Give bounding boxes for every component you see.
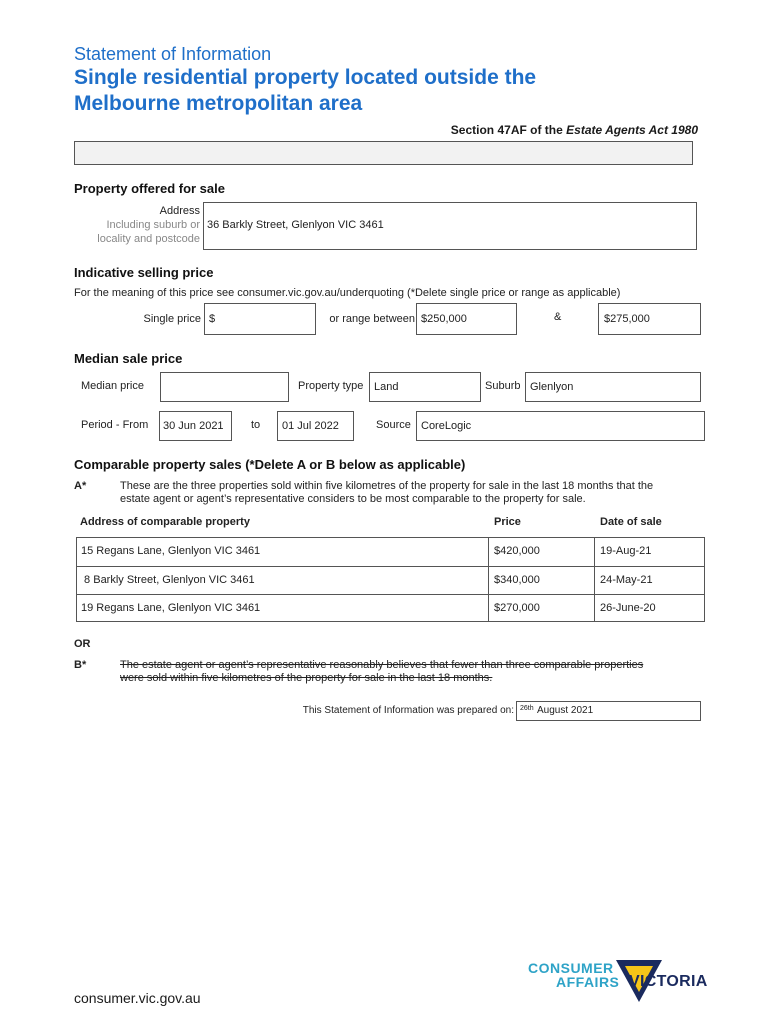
section-act: Estate Agents Act 1980 <box>566 123 698 137</box>
single-price-value: $ <box>209 313 216 325</box>
range-high-field[interactable] <box>598 303 701 335</box>
property-heading: Property offered for sale <box>74 181 225 196</box>
column-header-address: Address of comparable property <box>80 516 250 528</box>
suburb-label: Suburb <box>485 380 521 392</box>
suburb-value: Glenlyon <box>530 381 574 393</box>
address-label: Address <box>159 205 200 217</box>
consumer-affairs-logo[interactable] <box>528 958 708 1004</box>
prepared-month-year: August 2021 <box>537 705 594 716</box>
source-field[interactable] <box>416 411 705 441</box>
table-row[interactable] <box>77 566 704 595</box>
range-low-field[interactable] <box>416 303 517 335</box>
option-b-text-1: The estate agent or agent’s representative reasonably believes that fewer than three comparable properties <box>120 659 644 671</box>
source-label: Source <box>376 419 411 431</box>
document-type: Statement of Information <box>74 44 272 64</box>
prepared-day: 26th <box>520 705 534 712</box>
range-label: or range between <box>329 313 415 325</box>
page-title-line1: Single residential property located outside the <box>74 66 537 89</box>
property-type-label: Property type <box>298 380 364 392</box>
period-to-field[interactable] <box>277 411 354 441</box>
row-price: $340,000 <box>494 574 540 586</box>
single-price-field[interactable] <box>204 303 316 335</box>
prepared-on-label: This Statement of Information was prepared on: <box>302 705 514 716</box>
row-address: 15 Regans Lane, Glenlyon VIC 3461 <box>81 545 261 557</box>
table-divider <box>594 538 595 622</box>
period-from-label: Period - From <box>81 419 149 431</box>
address-field[interactable] <box>203 202 697 250</box>
row-date: 26-June-20 <box>600 602 656 614</box>
source-value: CoreLogic <box>421 420 472 432</box>
footer-url[interactable]: consumer.vic.gov.au <box>74 990 201 1006</box>
table-divider <box>488 538 489 622</box>
median-heading: Median sale price <box>74 351 183 366</box>
option-a-text-1: These are the three properties sold within five kilometres of the property for sale in the last 18 months that the <box>120 480 654 492</box>
option-a-text-2: estate agent or agent’s representative considers to be most comparable to the property for sale. <box>120 493 586 505</box>
page-title-line2: Melbourne metropolitan area <box>74 92 363 115</box>
period-to-label: to <box>251 419 261 431</box>
or-label: OR <box>74 638 91 650</box>
table-row[interactable] <box>77 594 704 622</box>
row-address: 8 Barkly Street, Glenlyon VIC 3461 <box>81 574 255 586</box>
option-b-marker: B* <box>74 659 87 671</box>
range-ampersand: & <box>554 311 562 323</box>
median-price-label: Median price <box>81 380 144 392</box>
row-date: 19-Aug-21 <box>600 545 652 557</box>
property-type-value: Land <box>374 381 399 393</box>
median-price-field[interactable] <box>160 372 289 402</box>
address-value: 36 Barkly Street, Glenlyon VIC 3461 <box>207 219 384 231</box>
row-price: $420,000 <box>494 545 540 557</box>
logo-text-consumer: CONSUMER <box>528 960 614 976</box>
indicative-heading: Indicative selling price <box>74 265 214 280</box>
address-sublabel-1: Including suburb or <box>106 219 200 231</box>
column-header-price: Price <box>494 516 521 528</box>
address-sublabel-2: locality and postcode <box>97 233 200 245</box>
logo-text-affairs: AFFAIRS <box>556 974 620 990</box>
period-from-field[interactable] <box>159 411 232 441</box>
period-from-value: 30 Jun 2021 <box>163 420 224 432</box>
table-row[interactable] <box>77 538 704 567</box>
period-to-value: 01 Jul 2022 <box>282 420 339 432</box>
column-header-date: Date of sale <box>600 516 662 528</box>
section-prefix: Section 47AF of the <box>450 123 563 137</box>
prepared-on-field[interactable] <box>516 701 701 721</box>
option-b-text-2: were sold within five kilometres of the property for sale in the last 18 months. <box>120 672 493 684</box>
comparable-heading: Comparable property sales (*Delete A or B below as applicable) <box>74 457 466 472</box>
agent-details-box[interactable] <box>74 141 693 165</box>
option-a-marker: A* <box>74 480 87 492</box>
range-low-value: $250,000 <box>421 313 467 325</box>
property-type-field[interactable] <box>369 372 481 402</box>
single-price-label: Single price <box>143 313 201 325</box>
comparable-table <box>76 537 705 622</box>
section-reference <box>451 123 698 137</box>
suburb-field[interactable] <box>525 372 701 402</box>
row-address: 19 Regans Lane, Glenlyon VIC 3461 <box>81 602 261 614</box>
logo-text-victoria: VICTORIA <box>629 973 708 990</box>
range-high-value: $275,000 <box>604 313 650 325</box>
indicative-note: For the meaning of this price see consumer.vic.gov.au/underquoting (*Delete single price or range as applicable) <box>74 287 621 299</box>
row-date: 24-May-21 <box>600 574 653 586</box>
row-price: $270,000 <box>494 602 540 614</box>
